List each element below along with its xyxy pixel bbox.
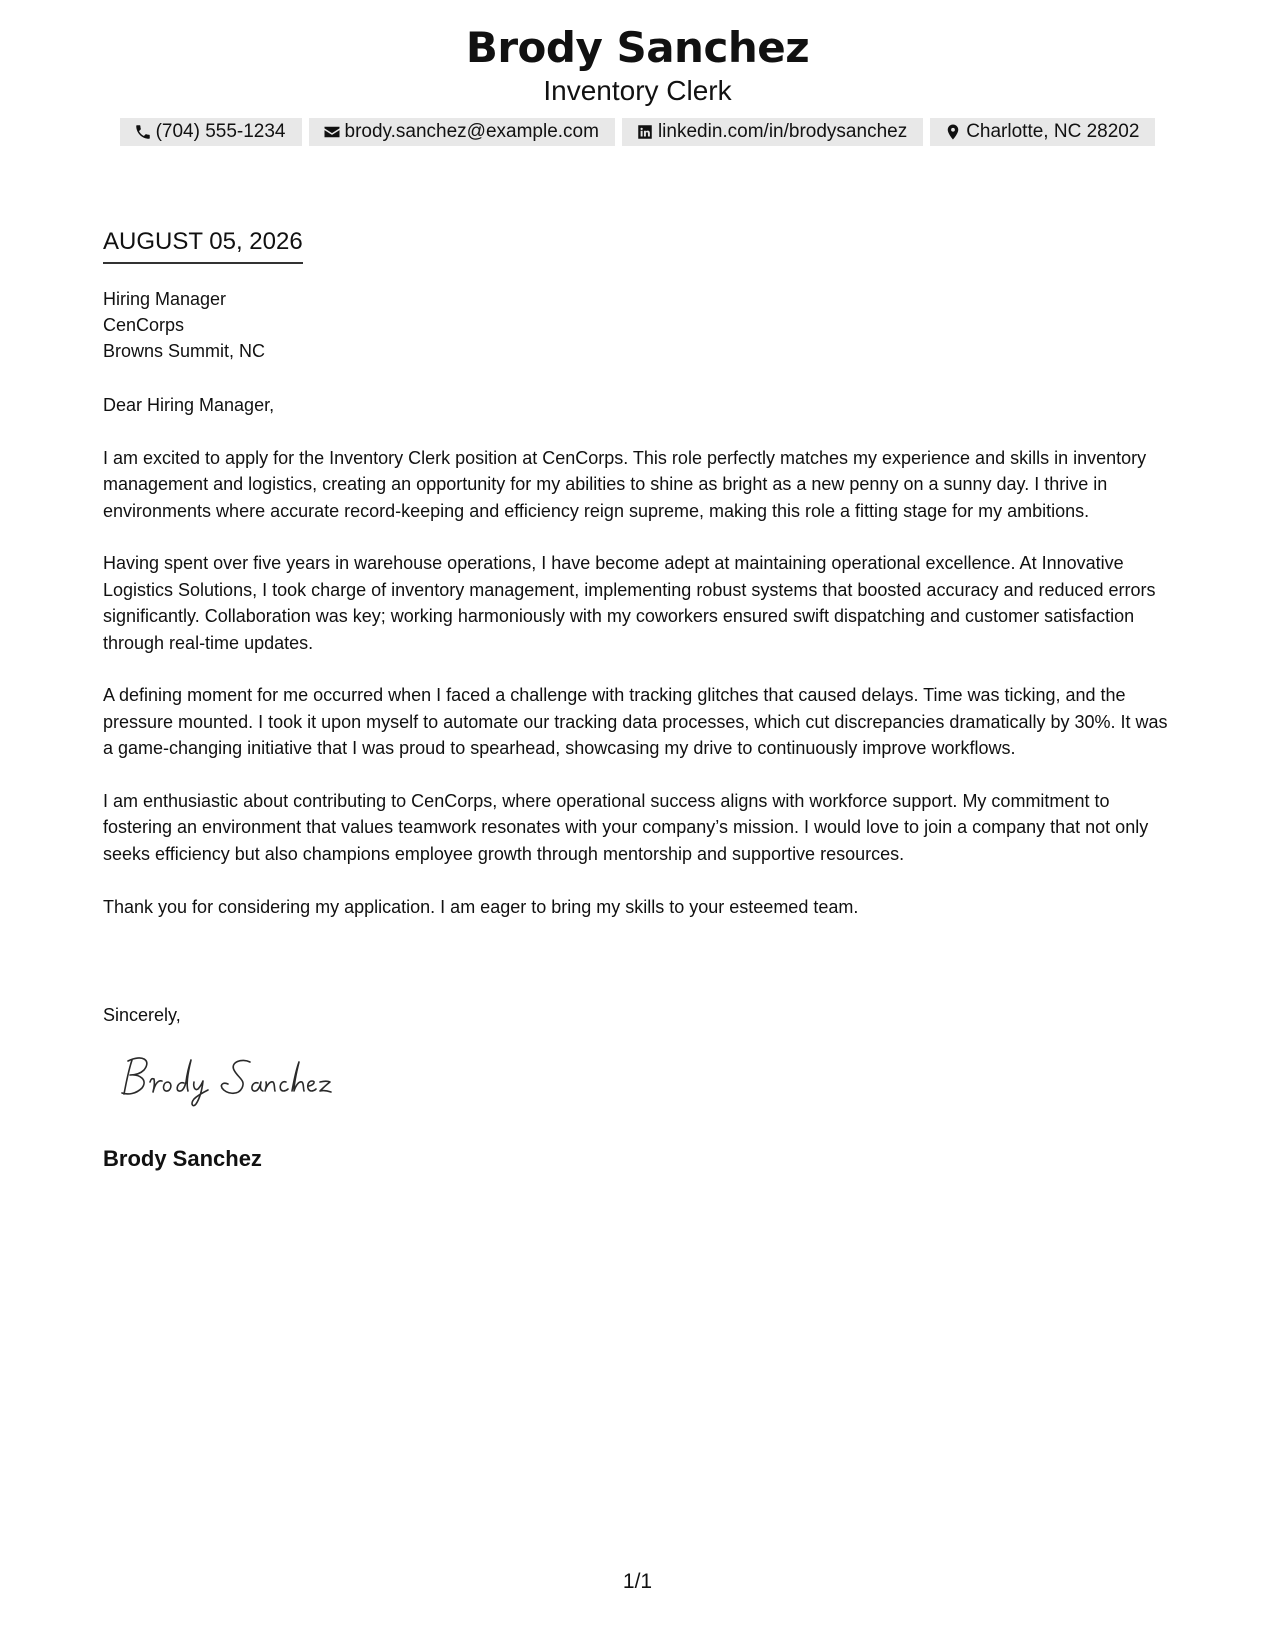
closing-line: Sincerely, xyxy=(103,1005,181,1025)
envelope-icon xyxy=(323,123,341,141)
phone-icon xyxy=(134,123,152,141)
letter-header xyxy=(0,22,1275,146)
body-paragraph-4: I am enthusiastic about contributing to CenCorps, where operational success aligns with workforce support. My commitment to fostering an environment that values teamwork resonates with your company’s mission. I would love to join a company that not only seeks efficiency but also champions employee growth through mentorship and supportive resources. xyxy=(103,791,1149,864)
applicant-role: Inventory Clerk xyxy=(543,75,732,106)
body-paragraph-5: Thank you for considering my application. I am eager to bring my skills to your esteemed team. xyxy=(103,896,859,917)
contact-phone[interactable] xyxy=(120,118,302,146)
signature-image xyxy=(118,1052,358,1108)
applicant-name: Brody Sanchez xyxy=(465,23,810,72)
body-paragraph-1: I am excited to apply for the Inventory Clerk position at CenCorps. This role perfectly matches my experience and skills in inventory management and logistics, creating an opportunity for my abilities to shine as bright as a new penny on a sunny day. I thrive in environments where accurate record-keeping and efficiency reign supreme, making this role a fitting stage for my ambitions. xyxy=(103,447,1147,521)
contact-linkedin-text: linkedin.com/in/brodysanchez xyxy=(657,121,908,142)
page-counter: 1/1 xyxy=(622,1570,653,1593)
contact-email-text: brody.sanchez@example.com xyxy=(344,121,599,142)
letter-body xyxy=(103,392,1171,946)
linkedin-icon xyxy=(636,123,654,141)
contact-location[interactable] xyxy=(930,118,1155,146)
body-paragraph-2: Having spent over five years in warehouse operations, I have become adept at maintaining operational excellence. At Innovative Logistics Solutions, I took charge of inventory management, implementing robust systems that boosted accuracy and reduced errors significantly. Collaboration was key; working harmoniously with my coworkers ensured swift dispatching and customer satisfaction through real-time updates. xyxy=(103,553,1156,653)
recipient-block xyxy=(103,286,265,364)
letter-date: AUGUST 05, 2026 xyxy=(103,227,303,264)
salutation: Dear Hiring Manager, xyxy=(103,395,275,415)
contact-email[interactable] xyxy=(309,118,615,146)
signed-name: Brody Sanchez xyxy=(103,1146,262,1171)
contact-phone-text: (704) 555-1234 xyxy=(155,121,286,142)
recipient-location: Browns Summit, NC xyxy=(103,341,266,361)
contact-linkedin[interactable] xyxy=(622,118,923,146)
recipient-title: Hiring Manager xyxy=(103,289,227,309)
body-paragraph-3: A defining moment for me occurred when I faced a challenge with tracking glitches that caused delays. Time was ticking, and the pressure mounted. I took it upon myself to automate our tracking data processes, which cut discrepancies dramatically by 30%. It was a game-changing initiative that I was proud to spearhead, showcasing my drive to continuously improve workflows. xyxy=(103,685,1168,759)
contact-location-text: Charlotte, NC 28202 xyxy=(966,121,1140,142)
contact-bar xyxy=(0,118,1275,146)
map-pin-icon xyxy=(944,123,962,141)
recipient-company: CenCorps xyxy=(103,315,185,335)
